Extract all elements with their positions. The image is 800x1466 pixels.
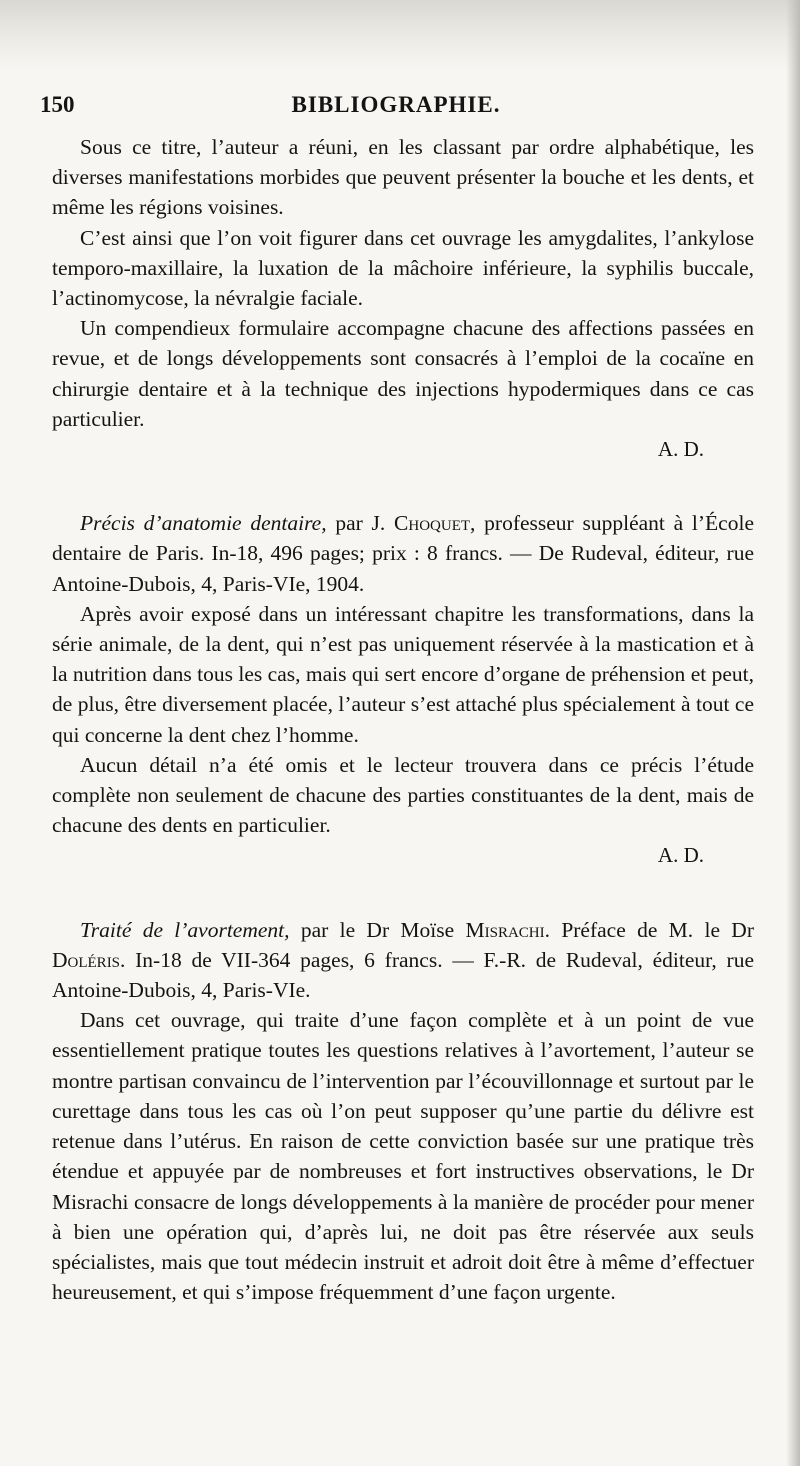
entry-text: . Préface de M. le Dr — [544, 917, 754, 942]
review-block — [52, 915, 754, 1308]
review-block — [52, 508, 754, 870]
page-edge-shadow-right — [786, 0, 800, 1466]
signature: A. D. — [657, 843, 704, 868]
entry-text: par J. — [326, 511, 395, 536]
paragraph: Sous ce titre, l’auteur a réuni, en les classant par ordre alphabétique, les diverses manifestations morbides que peuvent présenter la bouche et les dents, et même les régions voisines. — [52, 135, 754, 220]
running-title: BIBLIOGRAPHIE. — [291, 92, 501, 117]
paragraph: Un compendieux formulaire accompagne chacune des affections passées en revue, et de longs développements sont consacrés à l’emploi de la cocaïne en chirurgie dentaire et à la technique des injections hypodermiques dans ce cas particulier. — [52, 316, 754, 431]
entry-text: , professeur suppléant à l’École dentaire de Paris. In-18, 496 pages; prix : 8 francs. — De Rudeval, éditeur, rue Antoine-Dubois, 4, Paris-VIe, 1904. — [52, 511, 754, 596]
review-block — [52, 132, 754, 464]
paragraph: Après avoir exposé dans un intéressant chapitre les transformations, dans la série animale, de la dent, qui n’est pas uniquement réservée à la mastication et à la nutrition dans tous les cas, mais qui sert encore d’organe de préhension et peut, de plus, être diversement placée, l’auteur s’est attaché plus spécialement à tout ce qui concerne la dent chez l’homme. — [52, 601, 754, 747]
page-number: 150 — [40, 92, 75, 117]
paragraph: Aucun détail n’a été omis et le lecteur trouvera dans ce précis l’étude complète non seulement de chacune des parties constituantes de la dent, mais de chacune des dents en particulier. — [52, 752, 754, 838]
page-edge-shadow — [0, 0, 800, 70]
page-body — [52, 132, 754, 1307]
running-head — [40, 92, 752, 126]
bibliographic-entry — [52, 915, 754, 1006]
author-name: Choquet — [394, 511, 471, 536]
entry-text: par le Dr Moïse — [289, 917, 466, 942]
paragraph: Dans cet ouvrage, qui traite d’une façon complète et à un point de vue essentiellement pratique toutes les questions relatives à l’avortement, l’auteur se montre partisan convaincu de l’intervention par l’écouvillonnage et surtout par le curettage dans tous les cas où l’on peut supposer qu’une partie du délivre est retenue dans l’utérus. En raison de cette conviction basée sur une pratique très étendue et appuyée par de nombreuses et fort instructives observations, le Dr Misrachi consacre de longs développements à la manière de procéder pour mener à bien une opération qui, d’après lui, ne doit pas être réservée aux seuls spécialistes, mais que tout médecin instruit et adroit doit être à même d’effectuer heureusement, et qui s’impose fréquemment d’une façon urgente. — [52, 1008, 754, 1305]
book-title: Précis d’anatomie dentaire, — [80, 511, 327, 536]
bibliographic-entry — [52, 508, 754, 599]
entry-text: . In-18 de VII-364 pages, 6 francs. — F.-R. de Rudeval, éditeur, rue Antoine-Dubois, 4, Paris-VIe. — [52, 947, 754, 1003]
preface-author-name: Doléris — [52, 947, 121, 972]
author-name: Misrachi — [465, 917, 545, 942]
paragraph: C’est ainsi que l’on voit figurer dans cet ouvrage les amygdalites, l’ankylose temporo-maxillaire, la luxation de la mâchoire inférieure, la syphilis buccale, l’actinomycose, la névralgie faciale. — [52, 225, 754, 311]
signature: A. D. — [657, 437, 704, 462]
book-title: Traité de l’avortement, — [80, 917, 290, 942]
